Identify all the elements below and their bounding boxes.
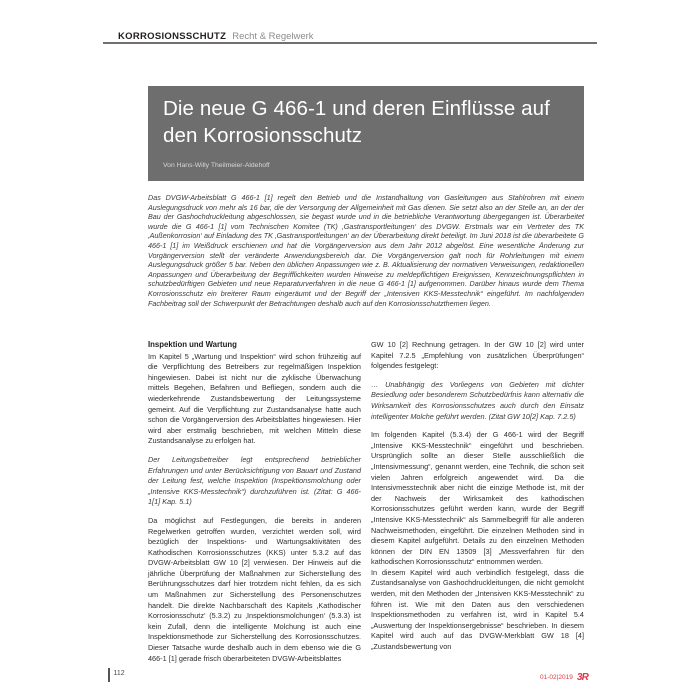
paragraph: In diesem Kapitel wird auch verbindlich festgelegt, dass die Zustandsanalyse von Gashochdruckleitungen, die nicht gemolcht werden, mit den Methoden der „Intensiven KKS-Messtechnik“ zu führen ist. Wie mit den Daten aus den verschiedenen Inspektionsmethoden zu verfahren ist, wird in Kapitel 5.4 „Auswertung der Inspektionsergebnisse“ beschrieben. In diesem Kapitel wird auch auf das DVGW-Merkblatt GW 18 [4] „Zustandsbewertung von bbox=[371, 567, 584, 652]
section-heading: Inspektion und Wartung bbox=[148, 340, 237, 349]
quote-paragraph: … Unabhängig des Vorliegens von Gebieten mit dichter Besiedlung oder besonderem Schutzbedürfnis kann alternativ die Wirksamkeit des Korrosionsschutzes auch durch den Einsatz intelligenter Molche geführt werden. (Zitat GW 10[2] Kap. 7.2.5) bbox=[371, 379, 584, 421]
article-abstract: Das DVGW-Arbeitsblatt G 466-1 [1] regelt den Betrieb und die Instandhaltung von Gasleitungen aus Stahlrohren mit einem Auslegungsdruck von mehr als 16 bar, die der Versorgung der Allgemeinheit mit Gas dienen. Sie setzt also an der Stelle an, an der der Bau der Gashochdruckleitung abgeschlossen, sie begast wurde und in die betriebliche Verantwortung übergegangen ist. Überarbeitet wurde die G 466-1 [1] vom Technischen Komitee (TK) ‚Gastransportleitungen‘ des DVGW. Erstmals war ein Vertreter des TK ‚Außenkorrosion‘ auf Einladung des TK ‚Gastransportleitungen‘ an der Überarbeitung direkt beteiligt. Im Juni 2018 ist die überarbeitete G 466-1 [1] im Weißdruck erschienen und hat die Vorgängerversion aus dem Jahr 2012 abgelöst. Eine wesentliche Änderung zur Vorgängerversion stellt der veränderte Anwendungsbereich dar. Die Vorgängerversion galt noch für Rohrleitungen mit einem Auslegungsdruck größer 5 bar. Neben den üblichen Anpassungen wie z. B. Aktualisierung der normativen Verweisungen, redaktionellen Anpassungen und Überarbeitung der Begrifflichkeiten wurden Hinweise zu meldepflichtigen Ereignissen, Kennzeichnungspflichten in schutzbedürftigen Gebieten und neue Reparaturverfahren in die neue G 466-1 [1] aufgenommen. Darüber hinaus wurde dem Thema Korrosionsschutz ein breiterer Raum eingeräumt und der Begriff der „Intensiven KKS-Messtechnik“ eingeführt. Im nachfolgenden Fachbeitrag soll der Schwerpunkt der Betrachtungen deshalb auch auf den Korrosionsschutzthemen liegen. bbox=[148, 193, 584, 308]
header-section: Recht & Regelwerk bbox=[232, 31, 314, 42]
column-left bbox=[148, 340, 361, 672]
article-title-block bbox=[148, 86, 584, 181]
3r-logo: 3R bbox=[576, 672, 588, 683]
issue-group bbox=[540, 672, 588, 683]
issue-date: 01-02|2019 bbox=[540, 674, 573, 681]
paragraph: Da möglichst auf Festlegungen, die bereits in anderen Regelwerken getroffen wurden, verzichtet werden soll, wird bezüglich der Inspektions- und Wartungsaktivitäten des Kathodischen Korrosionsschutzes (KKS) unter 5.3.2 auf das DVGW-Arbeitsblatt GW 10 [2] verwiesen. Der Hinweis auf die jährliche Überprüfung der Maßnahmen zur Sicherstellung des Berührungsschutzes darf hier trotzdem nicht fehlen, da es sich um Maßnahmen zur Sicherstellung des Personenschutzes handelt. Die direkte Nachbarschaft des Kapitels ‚Kathodischer Korrosionsschutz‘ (5.3.2) zu ‚Inspektionsmolchungen‘ (5.3.3) ist kein Zufall, denn die intelligente Molchung ist auch eine Inspektionsmethode zur Sicherstellung des Korrosionsschutzes. Dieser Tatsache wurde deshalb auch in dem ebenso wie die G 466-1 [1] gerade frisch überarbeiteten DVGW-Arbeitsblattes bbox=[148, 515, 361, 663]
header-category: KORROSIONSSCHUTZ bbox=[118, 31, 227, 42]
page-number-rule bbox=[108, 668, 110, 682]
page-number-group bbox=[108, 668, 125, 682]
quote-paragraph: Der Leitungsbetreiber legt entsprechend betrieblicher Erfahrungen und unter Berücksichtigung von Bauart und Zustand der Leitung fest, welche Inspektion (Inspektionsmolchung oder „Intensive KKS-Messtechnik“) durchzuführen ist. (Zitat: G 466-1[1] Kap. 5.1) bbox=[148, 454, 361, 507]
paragraph: Im folgenden Kapitel (5.3.4) der G 466-1 wird der Begriff „Intensive KKS-Messtechnik“ eingeführt und beschrieben. Ursprünglich sollte an dieser Stelle ausschließlich die „Intensivmessung“, genannt werden, eine Technik, die schon seit vielen Jahren erfolgreich angewendet wird. Da die Intensivmesstechnik aber nicht die einzige Methode ist, mit der der Nachweis der Wirksamkeit des kathodischen Korrosionsschutzes geführt werden kann, wurde der Begriff „Intensive KKS-Messtechnik“ als Sammelbegriff für alle anderen Nachweismethoden, eingeführt. Die einzelnen Methoden sind in diesem Kapitel aufgeführt. Details zu den einzelnen Methoden können der DIN EN 13509 [3] „Messverfahren für den kathodischen Korrosionsschutz“ entnommen werden. bbox=[371, 430, 584, 567]
header-rule bbox=[103, 42, 597, 44]
article-columns bbox=[148, 340, 584, 672]
article-title: Die neue G 466-1 und deren Einflüsse auf den Korrosionsschutz bbox=[163, 97, 550, 147]
paragraph: GW 10 [2] Rechnung getragen. In der GW 10 [2] wird unter Kapitel 7.2.5 „Empfehlung von zusätzlichen Überprüfungen“ folgendes festgelegt: bbox=[371, 340, 584, 371]
column-right bbox=[371, 340, 584, 672]
article-byline: Von Hans-Willy Theilmeier-Aldehoff bbox=[163, 162, 270, 169]
paragraph: Im Kapitel 5 „Wartung und Inspektion“ wird schon frühzeitig auf die Verpflichtung des Betreibers zur regelmäßigen Inspektion hingewiesen. Dabei ist nicht nur die zyklische Überwachung mittels Begehen, Befahren und Befliegen, sondern auch die wiederkehrende Zustandsbewertung der Leitungssysteme gemeint. Auf die Verpflichtung zur Zustandsanalyse hatte auch schon die Vorgängerversion des Arbeitsblattes hingewiesen. Hier wird aber erstmalig beschrieben, mit welchen Mitteln diese Zustandsanalyse zu erfolgen hat. bbox=[148, 351, 361, 446]
page-number: 112 bbox=[113, 670, 125, 677]
